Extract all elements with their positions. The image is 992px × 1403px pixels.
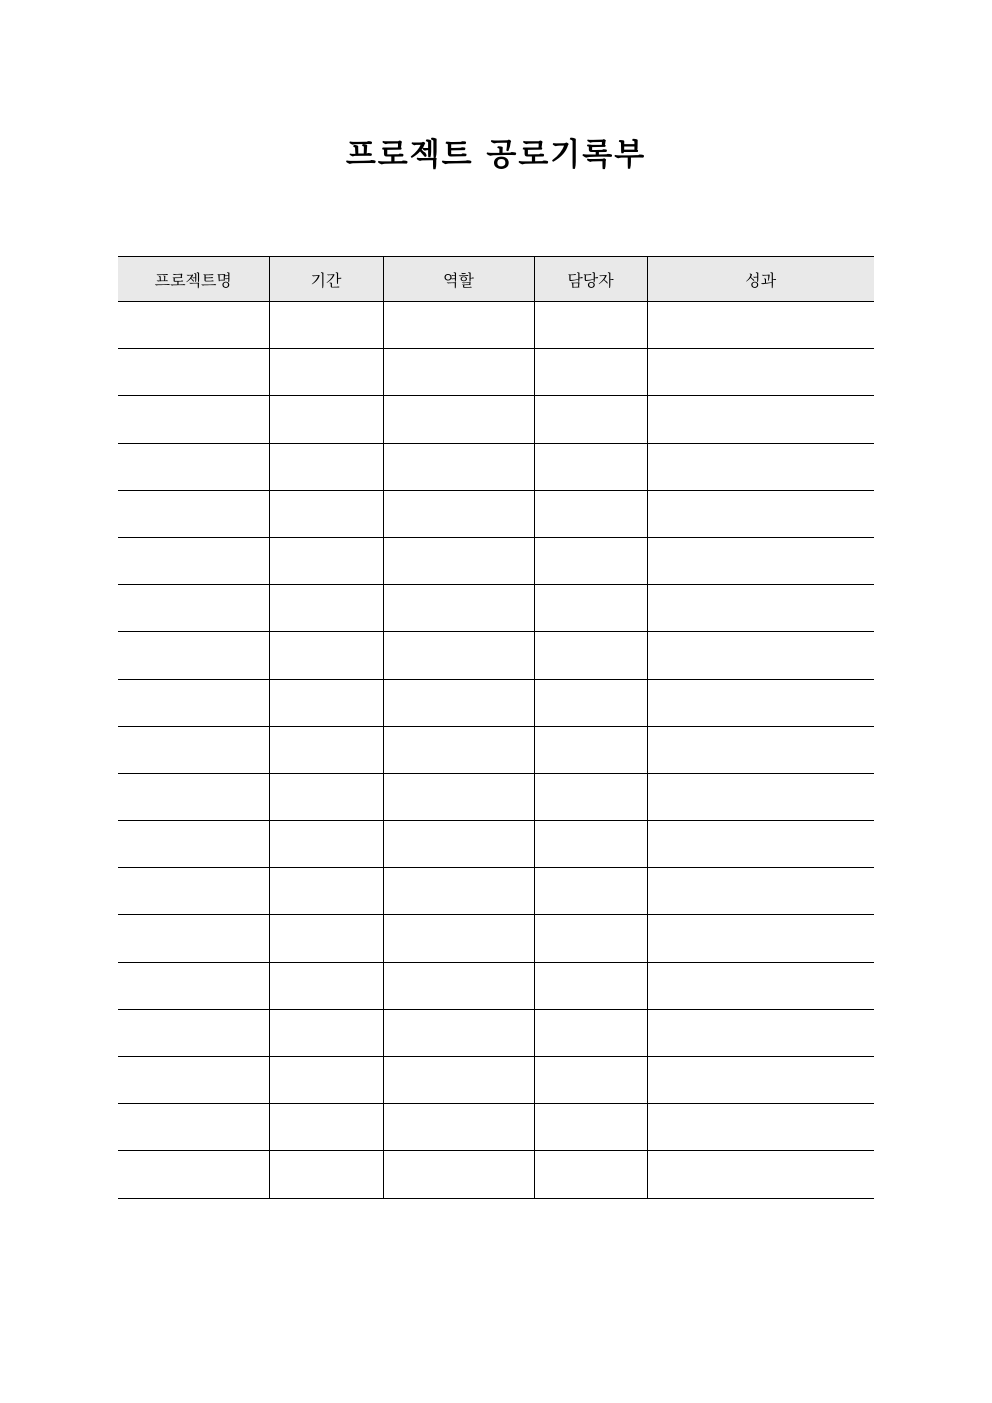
header-role: 역할 [383,257,534,302]
table-row [118,443,874,490]
table-row [118,726,874,773]
page-title: 프로젝트 공로기록부 [345,137,647,173]
manager-cell[interactable] [534,443,647,490]
period-cell[interactable] [269,537,383,584]
table-row [118,679,874,726]
record-table [118,256,874,1199]
project-name-cell[interactable] [118,821,269,868]
manager-cell[interactable] [534,537,647,584]
project-name-cell[interactable] [118,915,269,962]
period-cell[interactable] [269,726,383,773]
period-cell[interactable] [269,396,383,443]
period-cell[interactable] [269,1151,383,1198]
project-name-cell[interactable] [118,1057,269,1104]
achievement-cell[interactable] [647,302,874,349]
manager-cell[interactable] [534,821,647,868]
period-cell[interactable] [269,1104,383,1151]
table-row [118,1151,874,1198]
role-cell[interactable] [383,915,534,962]
achievement-cell[interactable] [647,585,874,632]
role-cell[interactable] [383,443,534,490]
manager-cell[interactable] [534,490,647,537]
project-name-cell[interactable] [118,868,269,915]
role-cell[interactable] [383,537,534,584]
manager-cell[interactable] [534,773,647,820]
manager-cell[interactable] [534,1104,647,1151]
period-cell[interactable] [269,821,383,868]
project-name-cell[interactable] [118,443,269,490]
achievement-cell[interactable] [647,537,874,584]
table-header-row [118,257,874,302]
period-cell[interactable] [269,349,383,396]
period-cell[interactable] [269,679,383,726]
period-cell[interactable] [269,632,383,679]
table-row [118,868,874,915]
project-name-cell[interactable] [118,773,269,820]
period-cell[interactable] [269,443,383,490]
role-cell[interactable] [383,1009,534,1056]
manager-cell[interactable] [534,915,647,962]
manager-cell[interactable] [534,585,647,632]
project-name-cell[interactable] [118,962,269,1009]
achievement-cell[interactable] [647,632,874,679]
table-row [118,537,874,584]
project-name-cell[interactable] [118,537,269,584]
role-cell[interactable] [383,773,534,820]
period-cell[interactable] [269,490,383,537]
project-name-cell[interactable] [118,632,269,679]
role-cell[interactable] [383,726,534,773]
table-row [118,821,874,868]
achievement-cell[interactable] [647,1151,874,1198]
achievement-cell[interactable] [647,679,874,726]
achievement-cell[interactable] [647,915,874,962]
table-row [118,1104,874,1151]
achievement-cell[interactable] [647,962,874,1009]
manager-cell[interactable] [534,1057,647,1104]
role-cell[interactable] [383,585,534,632]
manager-cell[interactable] [534,868,647,915]
table-row [118,632,874,679]
role-cell[interactable] [383,302,534,349]
header-achievement: 성과 [647,257,874,302]
period-cell[interactable] [269,915,383,962]
achievement-cell[interactable] [647,349,874,396]
achievement-cell[interactable] [647,726,874,773]
role-cell[interactable] [383,490,534,537]
project-name-cell[interactable] [118,349,269,396]
achievement-cell[interactable] [647,443,874,490]
project-name-cell[interactable] [118,1009,269,1056]
period-cell[interactable] [269,773,383,820]
role-cell[interactable] [383,1057,534,1104]
manager-cell[interactable] [534,396,647,443]
period-cell[interactable] [269,962,383,1009]
achievement-cell[interactable] [647,1057,874,1104]
role-cell[interactable] [383,1104,534,1151]
project-name-cell[interactable] [118,585,269,632]
project-name-cell[interactable] [118,679,269,726]
project-name-cell[interactable] [118,396,269,443]
achievement-cell[interactable] [647,396,874,443]
role-cell[interactable] [383,962,534,1009]
table-body [118,302,874,1199]
table-row [118,773,874,820]
manager-cell[interactable] [534,1151,647,1198]
table-row [118,585,874,632]
table-row [118,1057,874,1104]
period-cell[interactable] [269,1057,383,1104]
period-cell[interactable] [269,868,383,915]
table-row [118,915,874,962]
manager-cell[interactable] [534,1009,647,1056]
period-cell[interactable] [269,585,383,632]
manager-cell[interactable] [534,726,647,773]
table-row [118,396,874,443]
project-name-cell[interactable] [118,1151,269,1198]
role-cell[interactable] [383,396,534,443]
table-row [118,490,874,537]
role-cell[interactable] [383,821,534,868]
achievement-cell[interactable] [647,490,874,537]
project-name-cell[interactable] [118,490,269,537]
role-cell[interactable] [383,632,534,679]
table-row [118,1009,874,1056]
header-manager: 담당자 [534,257,647,302]
table-row [118,962,874,1009]
role-cell[interactable] [383,1151,534,1198]
header-project-name: 프로젝트명 [118,257,269,302]
period-cell[interactable] [269,1009,383,1056]
achievement-cell[interactable] [647,1009,874,1056]
role-cell[interactable] [383,349,534,396]
period-cell[interactable] [269,302,383,349]
table-row [118,349,874,396]
achievement-cell[interactable] [647,773,874,820]
manager-cell[interactable] [534,632,647,679]
manager-cell[interactable] [534,679,647,726]
achievement-cell[interactable] [647,868,874,915]
project-name-cell[interactable] [118,302,269,349]
manager-cell[interactable] [534,349,647,396]
achievement-cell[interactable] [647,1104,874,1151]
table-row [118,302,874,349]
role-cell[interactable] [383,868,534,915]
header-period: 기간 [269,257,383,302]
manager-cell[interactable] [534,302,647,349]
manager-cell[interactable] [534,962,647,1009]
project-name-cell[interactable] [118,1104,269,1151]
role-cell[interactable] [383,679,534,726]
project-name-cell[interactable] [118,726,269,773]
achievement-cell[interactable] [647,821,874,868]
